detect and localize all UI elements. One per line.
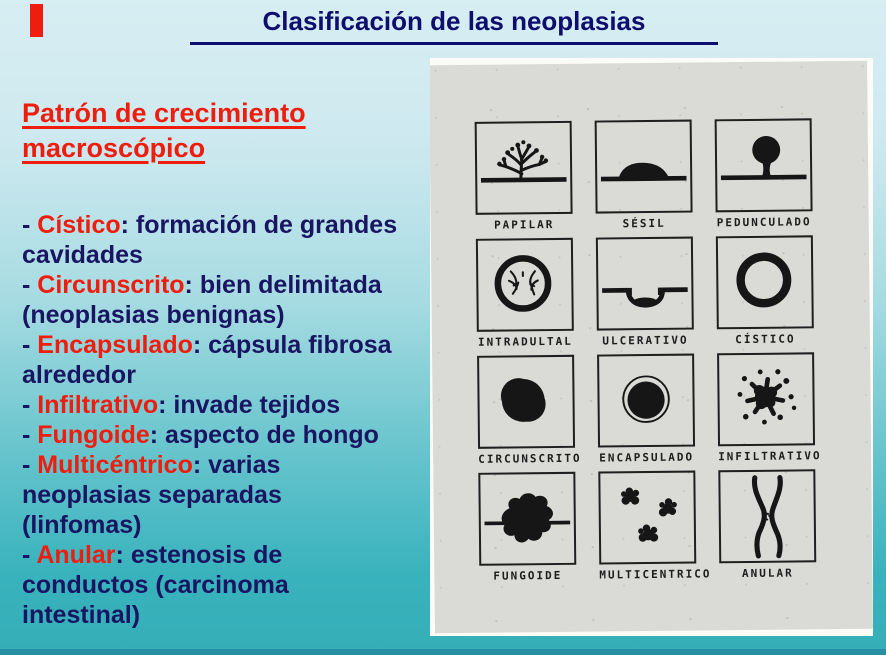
figure-caption: ANULAR <box>741 566 794 581</box>
item-separator: : <box>192 331 209 359</box>
item-description: estenosis de conductos (carcinoma intestinal) <box>22 541 289 629</box>
sesil-shape-icon <box>597 122 691 212</box>
item-description: formación de grandes cavidades <box>22 211 398 269</box>
item-term: Fungoide <box>37 421 150 449</box>
drawing-icon <box>480 474 574 564</box>
bullet-dash: - <box>22 331 38 359</box>
figure-cell-sesil <box>595 120 693 234</box>
list-item <box>22 390 402 420</box>
drawing-icon <box>719 354 813 444</box>
figure-caption: ENCAPSULADO <box>599 450 695 465</box>
growth-pattern-list <box>22 210 402 630</box>
drawing-icon <box>479 357 573 447</box>
bullet-dash: - <box>22 421 38 449</box>
multicentrico-shape-icon <box>600 473 694 563</box>
item-term: Circunscrito <box>37 271 185 299</box>
figure-cell-circunscrito <box>477 355 582 469</box>
bullet-dash: - <box>22 271 38 299</box>
drawing-icon <box>597 122 691 212</box>
growth-patterns-figure <box>430 58 873 636</box>
drawing-icon <box>477 123 571 213</box>
drawing-icon <box>598 239 692 329</box>
drawing-icon <box>600 473 694 563</box>
item-description: bien delimitada (neoplasias benignas) <box>22 271 382 329</box>
figure-caption: INTRADULTAL <box>477 334 573 349</box>
item-description: invade tejidos <box>173 391 341 419</box>
figure-caption: FUNGOIDE <box>493 568 563 583</box>
bullet-dash: - <box>22 541 37 569</box>
figure-box <box>477 355 575 449</box>
item-term: Anular <box>36 541 116 569</box>
figure-caption: MULTICENTRICO <box>599 567 712 582</box>
figure-cell-cistico <box>716 235 814 349</box>
item-separator: : <box>184 271 200 299</box>
item-term: Infiltrativo <box>37 391 159 419</box>
figure-cell-papilar <box>475 121 573 235</box>
item-description: aspecto de hongo <box>165 421 379 449</box>
list-item <box>22 450 402 540</box>
figure-cell-anular <box>718 469 816 583</box>
anular-shape-icon <box>720 471 814 561</box>
figure-cell-multicentrico <box>598 471 712 585</box>
figure-box <box>475 121 573 215</box>
figure-caption: INFILTRATIVO <box>718 449 822 464</box>
figure-caption: PEDUNCULADO <box>716 215 812 230</box>
item-term: Encapsulado <box>37 331 193 359</box>
figure-cell-intraductal <box>476 238 574 352</box>
figure-cell-ulcerativo <box>596 237 694 351</box>
item-term: Cístico <box>37 211 121 239</box>
drawing-icon <box>599 356 693 446</box>
figure-box <box>718 469 816 563</box>
figure-box <box>717 352 815 446</box>
section-heading: Patrón de crecimiento macroscópico <box>22 98 306 163</box>
figure-caption: ULCERATIVO <box>602 333 689 348</box>
bullet-dash: - <box>22 451 38 479</box>
item-term: Multicéntrico <box>37 451 193 479</box>
item-separator: : <box>115 541 131 569</box>
figure-cell-encapsulado <box>597 354 695 468</box>
circunscrito-shape-icon <box>479 357 573 447</box>
papilar-shape-icon <box>477 123 571 213</box>
item-separator: : <box>149 421 166 449</box>
cistico-shape-icon <box>718 237 812 327</box>
drawing-icon <box>478 240 572 330</box>
intraductal-shape-icon <box>478 240 572 330</box>
figure-box <box>596 237 694 331</box>
slide-bottom-edge <box>0 649 886 655</box>
pedunculado-shape-icon <box>717 120 811 210</box>
list-item <box>22 420 402 450</box>
figure-box <box>476 238 574 332</box>
infiltrativo-shape-icon <box>719 354 813 444</box>
figure-caption: PAPILAR <box>493 218 555 232</box>
drawing-icon <box>717 120 811 210</box>
item-separator: : <box>120 211 136 239</box>
figure-caption: SÉSIL <box>622 216 666 231</box>
ulcerativo-shape-icon <box>598 239 692 329</box>
item-description: varias neoplasias separadas (linfomas) <box>22 451 282 539</box>
figure-cell-pedunculado <box>715 118 813 232</box>
figure-box <box>478 472 576 566</box>
figure-cell-infiltrativo <box>717 352 822 466</box>
fungoide-shape-icon <box>480 474 574 564</box>
item-description: cápsula fibrosa alrededor <box>22 331 392 389</box>
list-item <box>22 330 402 390</box>
item-separator: : <box>158 391 174 419</box>
figure-box <box>716 235 814 329</box>
bullet-dash: - <box>22 211 38 239</box>
item-separator: : <box>192 451 209 479</box>
figure-box <box>595 120 693 214</box>
drawing-icon <box>718 237 812 327</box>
encapsulado-shape-icon <box>599 356 693 446</box>
list-item <box>22 210 402 270</box>
page-title: Clasificación de las neoplasias <box>190 6 718 45</box>
scanned-paper <box>430 61 873 634</box>
figure-box <box>715 118 813 212</box>
list-item <box>22 540 402 630</box>
red-accent-bar <box>30 4 43 37</box>
drawing-icon <box>720 471 814 561</box>
figure-caption: CÍSTICO <box>735 332 796 347</box>
figure-box <box>597 354 695 448</box>
figure-cell-fungoide <box>478 472 576 586</box>
figure-grid <box>475 118 822 586</box>
bullet-dash: - <box>22 391 38 419</box>
figure-box <box>598 471 696 565</box>
figure-caption: CIRCUNSCRITO <box>478 451 582 466</box>
left-text-panel <box>22 96 412 630</box>
list-item <box>22 270 402 330</box>
